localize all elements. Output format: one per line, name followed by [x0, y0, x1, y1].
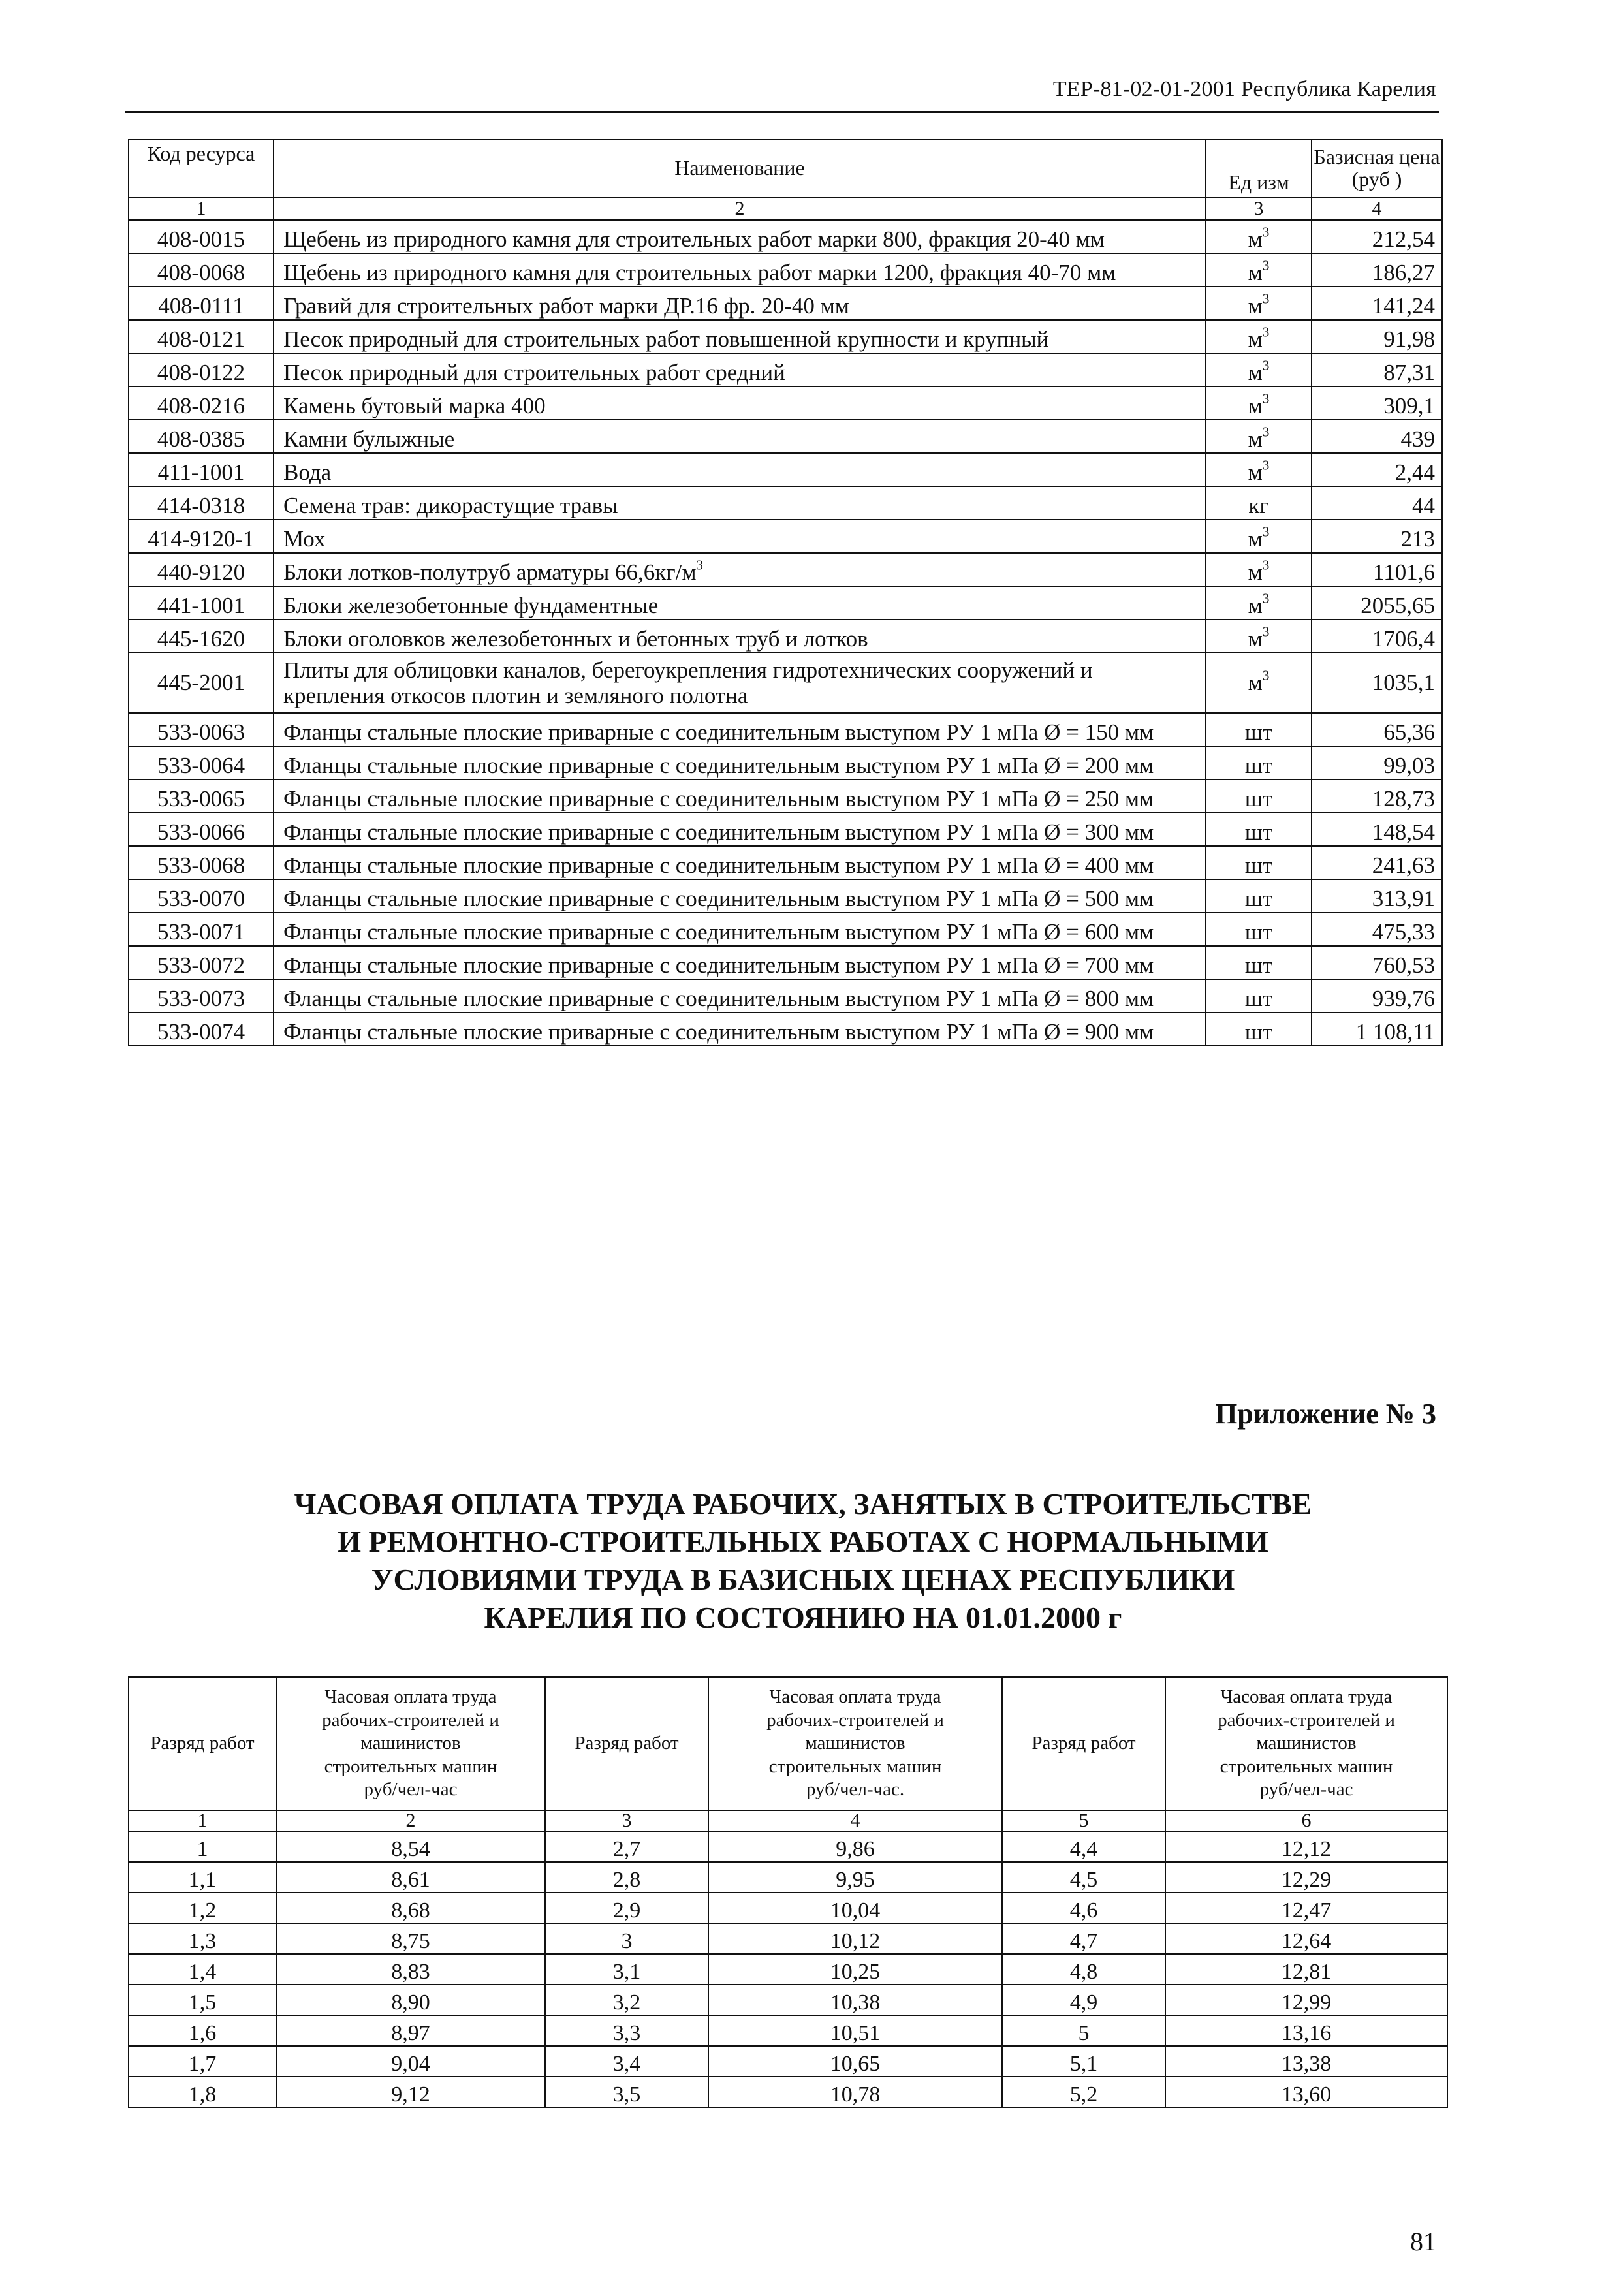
table-row — [129, 913, 1442, 946]
resource-name-text: Фланцы стальные плоские приварные с соединительным выступом РУ 1 мПа Ø = 150 мм — [283, 719, 1154, 745]
table-row — [129, 846, 1442, 879]
resource-name — [274, 879, 1206, 913]
resource-code: 445-2001 — [129, 653, 274, 713]
header-price-line1: Базисная цена — [1314, 145, 1440, 169]
base-price: 186,27 — [1312, 253, 1442, 287]
unit-text: м — [1248, 426, 1263, 452]
resource-name-text: Блоки лотков-полутруб арматуры 66,6кг/м — [283, 559, 697, 585]
resource-name-text: Блоки железобетонные фундаментные — [283, 593, 659, 618]
unit-of-measure — [1206, 979, 1312, 1013]
unit-of-measure — [1206, 879, 1312, 913]
unit-of-measure — [1206, 553, 1312, 586]
resource-code: 440-9120 — [129, 553, 274, 586]
base-price: 2,44 — [1312, 453, 1442, 486]
hourly-pay-cell: 13,16 — [1165, 2015, 1447, 2046]
resource-code: 533-0063 — [129, 713, 274, 746]
resource-name — [274, 420, 1206, 453]
hourly-pay-cell: 12,64 — [1165, 1923, 1447, 1954]
resource-code: 533-0068 — [129, 846, 274, 879]
table-row — [129, 353, 1442, 386]
header-price-line2: (руб ) — [1351, 167, 1402, 191]
base-price: 760,53 — [1312, 946, 1442, 979]
hourly-pay-cell: 10,12 — [708, 1923, 1002, 1954]
unit-of-measure — [1206, 453, 1312, 486]
base-price: 87,31 — [1312, 353, 1442, 386]
index-cell: 2 — [274, 197, 1206, 220]
unit-of-measure — [1206, 520, 1312, 553]
unit-of-measure — [1206, 586, 1312, 620]
unit-of-measure — [1206, 846, 1312, 879]
resource-name-text: Фланцы стальные плоские приварные с соединительным выступом РУ 1 мПа Ø = 500 мм — [283, 886, 1154, 911]
resource-name — [274, 453, 1206, 486]
unit-of-measure — [1206, 220, 1312, 253]
wages-header-row — [129, 1677, 1447, 1810]
hourly-pay-cell: 8,97 — [276, 2015, 545, 2046]
grade-cell: 3,2 — [545, 1985, 708, 2015]
resource-name-text: Гравий для строительных работ марки ДР.16 фр. 20-40 мм — [283, 293, 849, 319]
grade-cell: 1,3 — [129, 1923, 276, 1954]
unit-superscript: 3 — [1262, 457, 1270, 473]
header-price — [1312, 140, 1442, 197]
hourly-pay-cell: 10,78 — [708, 2077, 1002, 2107]
resource-name-text: Фланцы стальные плоские приварные с соединительным выступом РУ 1 мПа Ø = 250 мм — [283, 786, 1154, 811]
resource-name — [274, 320, 1206, 353]
grade-cell: 3,5 — [545, 2077, 708, 2107]
materials-header-row — [129, 140, 1442, 197]
base-price: 141,24 — [1312, 287, 1442, 320]
resource-name — [274, 520, 1206, 553]
table-row — [129, 386, 1442, 420]
resource-name-text: Семена трав: дикорастущие травы — [283, 493, 618, 518]
unit-text: шт — [1244, 952, 1273, 978]
header-pay-line: строительных машин — [1220, 1755, 1393, 1777]
grade-cell: 4,5 — [1002, 1862, 1165, 1893]
resource-code: 408-0111 — [129, 287, 274, 320]
header-pay-line: строительных машин — [768, 1755, 942, 1777]
resource-name-text: Щебень из природного камня для строительных работ марки 1200, фракция 40-70 мм — [283, 260, 1116, 285]
grade-cell: 5 — [1002, 2015, 1165, 2046]
unit-of-measure — [1206, 713, 1312, 746]
unit-of-measure — [1206, 913, 1312, 946]
header-grade: Разряд работ — [1002, 1677, 1165, 1810]
resource-code: 533-0072 — [129, 946, 274, 979]
unit-of-measure — [1206, 746, 1312, 779]
table-row — [129, 1893, 1447, 1923]
base-price: 241,63 — [1312, 846, 1442, 879]
header-pay-line: машинистов — [805, 1733, 905, 1754]
hourly-pay-cell: 8,90 — [276, 1985, 545, 2015]
table-row — [129, 486, 1442, 520]
table-row — [129, 253, 1442, 287]
resource-name — [274, 486, 1206, 520]
grade-cell: 5,2 — [1002, 2077, 1165, 2107]
hourly-pay-cell: 10,65 — [708, 2046, 1002, 2077]
hourly-pay-cell: 9,86 — [708, 1831, 1002, 1862]
header-pay-unit: руб/чел-час. — [806, 1779, 905, 1801]
index-cell: 4 — [708, 1810, 1002, 1831]
hourly-pay-cell: 9,95 — [708, 1862, 1002, 1893]
unit-text: м — [1248, 460, 1263, 485]
table-row — [129, 453, 1442, 486]
hourly-pay-cell: 8,68 — [276, 1893, 545, 1923]
unit-superscript: 3 — [1262, 557, 1270, 573]
unit-superscript: 3 — [1262, 224, 1270, 240]
resource-code: 408-0216 — [129, 386, 274, 420]
name-superscript: 3 — [696, 557, 704, 573]
unit-of-measure — [1206, 486, 1312, 520]
grade-cell: 2,9 — [545, 1893, 708, 1923]
unit-of-measure — [1206, 253, 1312, 287]
appendix-label: Приложение № 3 — [1215, 1398, 1436, 1430]
base-price: 309,1 — [1312, 386, 1442, 420]
table-row — [129, 520, 1442, 553]
index-cell: 3 — [545, 1810, 708, 1831]
index-cell: 4 — [1312, 197, 1442, 220]
unit-text: м — [1248, 360, 1263, 385]
hourly-pay-cell: 13,60 — [1165, 2077, 1447, 2107]
resource-name-text: Фланцы стальные плоские приварные с соединительным выступом РУ 1 мПа Ø = 400 мм — [283, 853, 1154, 878]
grade-cell: 2,7 — [545, 1831, 708, 1862]
grade-cell: 4,8 — [1002, 1954, 1165, 1985]
header-grade: Разряд работ — [129, 1677, 276, 1810]
resource-code: 408-0121 — [129, 320, 274, 353]
table-row — [129, 420, 1442, 453]
hourly-pay-cell: 8,75 — [276, 1923, 545, 1954]
materials-price-table — [128, 139, 1443, 1046]
hourly-pay-cell: 10,04 — [708, 1893, 1002, 1923]
unit-text: шт — [1244, 1019, 1273, 1045]
unit-superscript: 3 — [1262, 623, 1270, 640]
running-title: ТЕР-81-02-01-2001 Республика Карелия — [1052, 77, 1436, 101]
resource-name — [274, 253, 1206, 287]
unit-text: шт — [1244, 919, 1273, 945]
resource-code: 533-0066 — [129, 813, 274, 846]
resource-name-text: Вода — [283, 460, 332, 485]
unit-text: кг — [1248, 493, 1269, 518]
index-cell: 2 — [276, 1810, 545, 1831]
unit-superscript: 3 — [1262, 291, 1270, 307]
unit-superscript: 3 — [1262, 524, 1270, 540]
unit-text: шт — [1244, 719, 1273, 745]
header-grade: Разряд работ — [545, 1677, 708, 1810]
unit-superscript: 3 — [1262, 390, 1270, 407]
table-row — [129, 320, 1442, 353]
resource-code: 414-9120-1 — [129, 520, 274, 553]
base-price: 2055,65 — [1312, 586, 1442, 620]
grade-cell: 3 — [545, 1923, 708, 1954]
unit-superscript: 3 — [1262, 667, 1270, 684]
base-price: 128,73 — [1312, 779, 1442, 813]
hourly-pay-cell: 10,51 — [708, 2015, 1002, 2046]
unit-of-measure — [1206, 320, 1312, 353]
resource-name — [274, 653, 1206, 713]
unit-text: м — [1248, 227, 1263, 252]
grade-cell: 1,4 — [129, 1954, 276, 1985]
resource-name — [274, 586, 1206, 620]
table-row — [129, 1862, 1447, 1893]
header-code: Код ресурса — [129, 140, 274, 197]
unit-of-measure — [1206, 386, 1312, 420]
header-rule — [125, 111, 1439, 113]
header-pay-unit: руб/чел-час — [364, 1779, 458, 1801]
grade-cell: 5,1 — [1002, 2046, 1165, 2077]
header-pay-line: рабочих-строителей и — [766, 1709, 944, 1731]
table-row — [129, 1985, 1447, 2015]
table-row — [129, 287, 1442, 320]
index-cell: 5 — [1002, 1810, 1165, 1831]
base-price: 939,76 — [1312, 979, 1442, 1013]
grade-cell: 1,8 — [129, 2077, 276, 2107]
table-row — [129, 620, 1442, 653]
grade-cell: 1 — [129, 1831, 276, 1862]
table-row — [129, 1954, 1447, 1985]
table-row — [129, 1013, 1442, 1046]
hourly-pay-cell: 9,04 — [276, 2046, 545, 2077]
hourly-pay-cell: 10,38 — [708, 1985, 1002, 2015]
unit-superscript: 3 — [1262, 324, 1270, 340]
resource-code: 441-1001 — [129, 586, 274, 620]
resource-name — [274, 746, 1206, 779]
hourly-pay-cell: 8,83 — [276, 1954, 545, 1985]
base-price: 439 — [1312, 420, 1442, 453]
unit-of-measure — [1206, 946, 1312, 979]
resource-name-text: Песок природный для строительных работ повышенной крупности и крупный — [283, 326, 1049, 352]
table-row — [129, 2077, 1447, 2107]
base-price: 1706,4 — [1312, 620, 1442, 653]
hourly-pay-cell: 12,99 — [1165, 1985, 1447, 2015]
resource-name-text: Камень бутовый марка 400 — [283, 393, 546, 418]
header-pay-line: строительных машин — [324, 1755, 497, 1777]
base-price: 65,36 — [1312, 713, 1442, 746]
resource-name — [274, 779, 1206, 813]
unit-superscript: 3 — [1262, 257, 1270, 274]
unit-superscript: 3 — [1262, 590, 1270, 606]
grade-cell: 1,7 — [129, 2046, 276, 2077]
table-row — [129, 2046, 1447, 2077]
hourly-pay-cell: 13,38 — [1165, 2046, 1447, 2077]
unit-text: м — [1248, 393, 1263, 418]
title-line: КАРЕЛИЯ ПО СОСТОЯНИЮ НА 01.01.2000 г — [484, 1601, 1122, 1634]
unit-of-measure — [1206, 813, 1312, 846]
resource-code: 533-0071 — [129, 913, 274, 946]
resource-code: 408-0015 — [129, 220, 274, 253]
grade-cell: 1,1 — [129, 1862, 276, 1893]
unit-text: м — [1248, 593, 1263, 618]
unit-text: шт — [1244, 786, 1273, 811]
unit-superscript: 3 — [1262, 424, 1270, 440]
table-row — [129, 653, 1442, 713]
resource-name — [274, 220, 1206, 253]
grade-cell: 4,4 — [1002, 1831, 1165, 1862]
base-price: 313,91 — [1312, 879, 1442, 913]
base-price: 148,54 — [1312, 813, 1442, 846]
title-line: ЧАСОВАЯ ОПЛАТА ТРУДА РАБОЧИХ, ЗАНЯТЫХ В СТРОИТЕЛЬСТВЕ — [294, 1487, 1312, 1520]
hourly-pay-cell: 9,12 — [276, 2077, 545, 2107]
unit-text: шт — [1244, 753, 1273, 778]
base-price: 1035,1 — [1312, 653, 1442, 713]
hourly-pay-cell: 8,61 — [276, 1862, 545, 1893]
hourly-pay-cell: 12,81 — [1165, 1954, 1447, 1985]
unit-of-measure — [1206, 353, 1312, 386]
table-row — [129, 946, 1442, 979]
wages-index-row — [129, 1810, 1447, 1831]
header-pay-unit: руб/чел-час — [1259, 1779, 1353, 1801]
resource-name — [274, 813, 1206, 846]
unit-of-measure — [1206, 620, 1312, 653]
resource-code: 445-1620 — [129, 620, 274, 653]
resource-code: 533-0064 — [129, 746, 274, 779]
hourly-pay-cell: 8,54 — [276, 1831, 545, 1862]
resource-code: 408-0068 — [129, 253, 274, 287]
resource-name-text: Фланцы стальные плоские приварные с соединительным выступом РУ 1 мПа Ø = 700 мм — [283, 952, 1154, 978]
header-pay-line: рабочих-строителей и — [1218, 1709, 1395, 1731]
unit-text: шт — [1244, 853, 1273, 878]
unit-of-measure — [1206, 1013, 1312, 1046]
resource-name-text: Плиты для облицовки каналов, берегоукрепления гидротехнических сооружений и крепления откосов плотин и земляного полотна — [283, 657, 1093, 708]
index-cell: 1 — [129, 197, 274, 220]
resource-name-text: Мох — [283, 526, 326, 552]
table-row — [129, 586, 1442, 620]
appendix-title — [196, 1485, 1410, 1637]
title-line: И РЕМОНТНО-СТРОИТЕЛЬНЫХ РАБОТАХ С НОРМАЛЬНЫМИ — [338, 1525, 1268, 1558]
resource-name — [274, 846, 1206, 879]
table-row — [129, 1831, 1447, 1862]
grade-cell: 1,6 — [129, 2015, 276, 2046]
table-row — [129, 746, 1442, 779]
resource-code: 533-0070 — [129, 879, 274, 913]
table-row — [129, 879, 1442, 913]
resource-name — [274, 913, 1206, 946]
title-line: УСЛОВИЯМИ ТРУДА В БАЗИСНЫХ ЦЕНАХ РЕСПУБЛИКИ — [371, 1563, 1235, 1596]
resource-name-text: Блоки оголовков железобетонных и бетонных труб и лотков — [283, 626, 868, 652]
table-row — [129, 220, 1442, 253]
header-unit: Ед изм — [1206, 140, 1312, 197]
resource-code: 411-1001 — [129, 453, 274, 486]
unit-text: м — [1248, 559, 1263, 585]
resource-code: 414-0318 — [129, 486, 274, 520]
header-pay — [276, 1677, 545, 1810]
wages-body — [129, 1831, 1447, 2107]
grade-cell: 3,4 — [545, 2046, 708, 2077]
unit-superscript: 3 — [1262, 357, 1270, 373]
resource-name-text: Фланцы стальные плоские приварные с соединительным выступом РУ 1 мПа Ø = 200 мм — [283, 753, 1154, 778]
table-row — [129, 713, 1442, 746]
header-pay-line: рабочих-строителей и — [322, 1709, 499, 1731]
unit-of-measure — [1206, 287, 1312, 320]
header-pay — [1165, 1677, 1447, 1810]
table-row — [129, 2015, 1447, 2046]
resource-name-text: Щебень из природного камня для строительных работ марки 800, фракция 20-40 мм — [283, 227, 1105, 252]
resource-code: 533-0073 — [129, 979, 274, 1013]
resource-name-text: Песок природный для строительных работ средний — [283, 360, 785, 385]
resource-name-text: Фланцы стальные плоские приварные с соединительным выступом РУ 1 мПа Ø = 800 мм — [283, 986, 1154, 1011]
unit-text: шт — [1244, 986, 1273, 1011]
hourly-pay-cell: 12,47 — [1165, 1893, 1447, 1923]
header-pay-line: машинистов — [360, 1733, 461, 1754]
resource-name — [274, 620, 1206, 653]
unit-text: шт — [1244, 819, 1273, 845]
grade-cell: 4,6 — [1002, 1893, 1165, 1923]
resource-name — [274, 979, 1206, 1013]
hourly-pay-cell: 10,25 — [708, 1954, 1002, 1985]
grade-cell: 1,2 — [129, 1893, 276, 1923]
resource-name — [274, 353, 1206, 386]
hourly-pay-cell: 12,12 — [1165, 1831, 1447, 1862]
table-row — [129, 1923, 1447, 1954]
resource-code: 408-0122 — [129, 353, 274, 386]
base-price: 1 108,11 — [1312, 1013, 1442, 1046]
table-row — [129, 979, 1442, 1013]
unit-text: шт — [1244, 886, 1273, 911]
header-pay-line: машинистов — [1256, 1733, 1357, 1754]
materials-index-row — [129, 197, 1442, 220]
resource-name — [274, 946, 1206, 979]
grade-cell: 3,3 — [545, 2015, 708, 2046]
grade-cell: 4,7 — [1002, 1923, 1165, 1954]
resource-code: 533-0074 — [129, 1013, 274, 1046]
unit-text: м — [1248, 260, 1263, 285]
hourly-pay-cell: 12,29 — [1165, 1862, 1447, 1893]
unit-text: м — [1248, 626, 1263, 652]
grade-cell: 4,9 — [1002, 1985, 1165, 2015]
unit-text: м — [1248, 670, 1263, 696]
header-pay — [708, 1677, 1002, 1810]
materials-body — [129, 220, 1442, 1046]
resource-code: 408-0385 — [129, 420, 274, 453]
resource-name-text: Фланцы стальные плоские приварные с соединительным выступом РУ 1 мПа Ø = 300 мм — [283, 819, 1154, 845]
resource-name — [274, 386, 1206, 420]
resource-name — [274, 1013, 1206, 1046]
grade-cell: 1,5 — [129, 1985, 276, 2015]
header-pay-line: Часовая оплата труда — [324, 1686, 497, 1707]
index-cell: 1 — [129, 1810, 276, 1831]
unit-text: м — [1248, 326, 1263, 352]
base-price: 44 — [1312, 486, 1442, 520]
header-pay-line: Часовая оплата труда — [769, 1686, 941, 1707]
base-price: 213 — [1312, 520, 1442, 553]
resource-name-text: Камни булыжные — [283, 426, 455, 452]
resource-name-text: Фланцы стальные плоские приварные с соединительным выступом РУ 1 мПа Ø = 900 мм — [283, 1019, 1154, 1045]
table-row — [129, 813, 1442, 846]
table-row — [129, 553, 1442, 586]
resource-name — [274, 713, 1206, 746]
unit-of-measure — [1206, 420, 1312, 453]
resource-name — [274, 553, 1206, 586]
base-price: 475,33 — [1312, 913, 1442, 946]
page-number: 81 — [1410, 2227, 1436, 2256]
grade-cell: 3,1 — [545, 1954, 708, 1985]
base-price: 91,98 — [1312, 320, 1442, 353]
hourly-wages-table — [128, 1676, 1448, 2108]
index-cell: 6 — [1165, 1810, 1447, 1831]
resource-name-text: Фланцы стальные плоские приварные с соединительным выступом РУ 1 мПа Ø = 600 мм — [283, 919, 1154, 945]
table-row — [129, 779, 1442, 813]
resource-name — [274, 287, 1206, 320]
base-price: 212,54 — [1312, 220, 1442, 253]
header-pay-line: Часовая оплата труда — [1220, 1686, 1393, 1707]
grade-cell: 2,8 — [545, 1862, 708, 1893]
unit-text: м — [1248, 293, 1263, 319]
base-price: 1101,6 — [1312, 553, 1442, 586]
unit-text: м — [1248, 526, 1263, 552]
unit-of-measure — [1206, 653, 1312, 713]
base-price: 99,03 — [1312, 746, 1442, 779]
header-name: Наименование — [274, 140, 1206, 197]
resource-code: 533-0065 — [129, 779, 274, 813]
unit-of-measure — [1206, 779, 1312, 813]
index-cell: 3 — [1206, 197, 1312, 220]
